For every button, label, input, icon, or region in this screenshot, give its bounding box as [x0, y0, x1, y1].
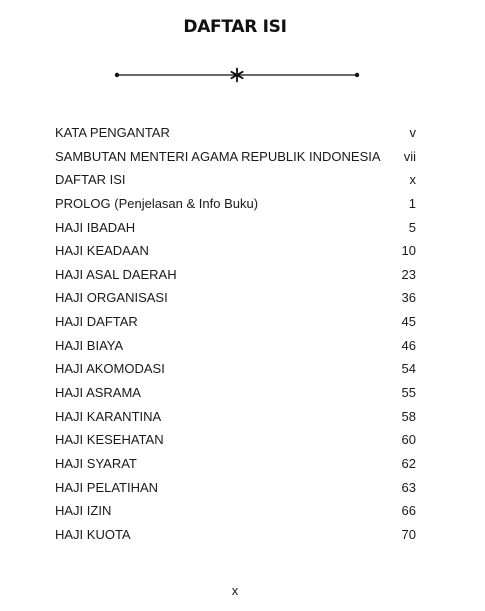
- star-divider-icon: [113, 66, 361, 84]
- toc-entry-title: HAJI ASAL DAERAH: [55, 266, 177, 282]
- toc-entry[interactable]: [55, 452, 416, 476]
- toc-entry-title: HAJI IZIN: [55, 503, 112, 519]
- toc-entry-page-number: 23: [401, 266, 416, 282]
- toc-entry-title: DAFTAR ISI: [55, 172, 126, 188]
- toc-entry[interactable]: [55, 381, 416, 405]
- toc-entry[interactable]: [55, 357, 416, 381]
- toc-entry-title: HAJI KUOTA: [55, 526, 131, 542]
- toc-entry-page-number: 54: [401, 361, 416, 377]
- toc-entry-title: HAJI PELATIHAN: [55, 479, 159, 495]
- toc-entry-title: HAJI BIAYA: [55, 337, 124, 353]
- toc-entry-page-number: 46: [401, 337, 416, 353]
- toc-entry-page-number: 45: [401, 314, 416, 330]
- toc-entry[interactable]: [55, 263, 416, 287]
- toc-entry-title: HAJI AKOMODASI: [55, 361, 165, 377]
- toc-entry-page-number: 5: [408, 219, 416, 235]
- toc-entry-page-number: 60: [401, 432, 416, 448]
- toc-entry-title: PROLOG (Penjelasan & Info Buku): [55, 195, 259, 211]
- toc-entry[interactable]: [55, 405, 416, 429]
- toc-entry[interactable]: [55, 334, 416, 358]
- page-title: DAFTAR ISI: [183, 17, 287, 37]
- toc-entry-page-number: x: [409, 172, 416, 188]
- toc-entry-page-number: 62: [401, 455, 416, 471]
- toc-entry-title: HAJI SYARAT: [55, 455, 137, 471]
- toc-entry-page-number: 1: [408, 195, 416, 211]
- table-of-contents: [55, 121, 416, 547]
- toc-entry-page-number: 10: [401, 243, 416, 259]
- toc-entry-title: HAJI ASRAMA: [55, 385, 141, 401]
- toc-entry[interactable]: [55, 428, 416, 452]
- toc-entry-title: HAJI KESEHATAN: [55, 432, 164, 448]
- toc-entry[interactable]: [55, 216, 416, 240]
- toc-entry-title: KATA PENGANTAR: [55, 125, 170, 140]
- toc-entry-page-number: 36: [401, 290, 416, 306]
- toc-entry-page-number: 55: [401, 385, 416, 401]
- toc-entry[interactable]: [55, 499, 416, 523]
- toc-entry-title: HAJI KARANTINA: [55, 408, 162, 424]
- toc-entry-title: HAJI ORGANISASI: [55, 290, 168, 306]
- toc-entry-title: HAJI DAFTAR: [55, 314, 138, 330]
- toc-entry[interactable]: [55, 286, 416, 310]
- toc-entry[interactable]: [55, 310, 416, 334]
- page-number: x: [231, 583, 239, 598]
- toc-entry-page-number: v: [409, 125, 416, 140]
- toc-entry-title: HAJI KEADAAN: [55, 243, 149, 259]
- toc-entry[interactable]: [55, 145, 416, 169]
- toc-entry[interactable]: [55, 239, 416, 263]
- toc-entry-page-number: 58: [401, 408, 416, 424]
- toc-entry-page-number: vii: [403, 148, 416, 164]
- toc-entry[interactable]: [55, 168, 416, 192]
- toc-entry[interactable]: [55, 523, 416, 547]
- toc-entry[interactable]: [55, 476, 416, 500]
- toc-entry-page-number: 63: [401, 479, 416, 495]
- toc-entry-title: HAJI IBADAH: [55, 219, 136, 235]
- toc-entry-title: SAMBUTAN MENTERI AGAMA REPUBLIK INDONESIA: [55, 148, 381, 164]
- toc-entry-page-number: 70: [401, 526, 416, 542]
- toc-entry[interactable]: [55, 121, 416, 145]
- toc-entry-page-number: 66: [401, 503, 416, 519]
- toc-entry[interactable]: [55, 192, 416, 216]
